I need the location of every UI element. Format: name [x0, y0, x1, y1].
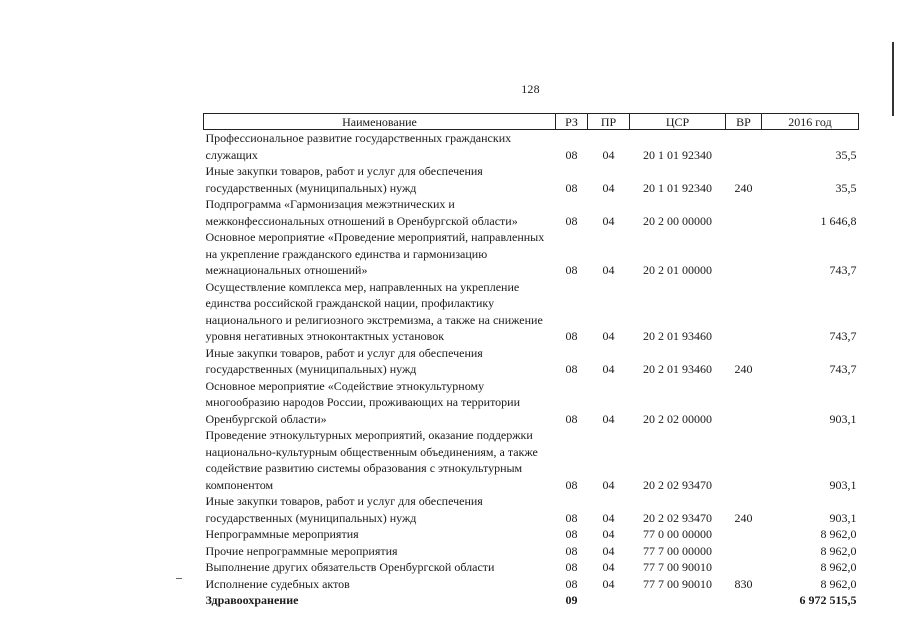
row-vr [726, 427, 762, 493]
row-name: Проведение этнокультурных мероприятий, оказание поддержки национально-культурным общественным объединениям, а также содействие развитию системы образования с этнокультурным компонентом [205, 428, 538, 492]
row-pr: 04 [602, 329, 615, 343]
row-rz: 08 [565, 180, 578, 195]
row-vr: 240 [734, 180, 753, 195]
row-pr: 04 [602, 477, 615, 492]
row-name: Исполнение судебных актов [205, 576, 350, 591]
row-pr: 04 [602, 543, 615, 558]
row-sum: 903,1 [829, 477, 857, 492]
row-vr [726, 279, 762, 345]
budget-table [203, 113, 859, 609]
row-vr [726, 592, 762, 609]
row-sum: 8 962,0 [820, 560, 857, 574]
row-csr: 77 0 00 00000 [643, 527, 712, 541]
row-name: Основное мероприятие «Проведение мероприятий, направленных на укрепление гражданского единства и гармонизацию межнациональных отношений» [205, 230, 545, 277]
table-row [204, 427, 859, 493]
row-sum: 743,7 [829, 362, 857, 376]
row-name: Иные закупки товаров, работ и услуг для обеспечения государственных (муниципальных) нужд [205, 494, 483, 525]
row-pr: 04 [602, 560, 615, 574]
table-row [204, 345, 859, 378]
row-name: Иные закупки товаров, работ и услуг для обеспечения государственных (муниципальных) нужд [205, 164, 483, 195]
row-sum: 743,7 [829, 329, 857, 343]
row-csr: 20 2 01 93460 [643, 362, 712, 376]
row-csr: 20 2 02 00000 [643, 411, 712, 426]
row-sum: 8 962,0 [820, 543, 857, 558]
row-vr: 240 [734, 362, 753, 376]
row-pr: 04 [602, 576, 615, 591]
row-rz: 08 [565, 543, 578, 558]
row-rz: 08 [565, 411, 578, 426]
row-name: Иные закупки товаров, работ и услуг для обеспечения государственных (муниципальных) нужд [205, 345, 483, 376]
row-csr: 20 1 01 92340 [643, 147, 712, 162]
row-name: Подпрограмма «Гармонизация межэтнических и межконфессиональных отношений в Оренбургской области» [205, 197, 518, 228]
row-csr: 20 1 01 92340 [643, 180, 712, 195]
row-vr [726, 196, 762, 229]
page-number: 128 [521, 82, 540, 96]
row-pr: 04 [602, 527, 615, 541]
row-rz: 08 [565, 510, 578, 525]
row-sum: 903,1 [829, 510, 857, 525]
row-vr: 240 [734, 510, 753, 525]
row-sum: 35,5 [835, 147, 857, 162]
row-pr: 04 [602, 213, 615, 228]
table-row [204, 130, 859, 164]
table-row [204, 163, 859, 196]
row-name: Основное мероприятие «Содействие этнокультурному многообразию народов России, проживающих на территории Оренбургской области» [205, 378, 521, 426]
row-sum: 8 962,0 [820, 527, 857, 541]
page-edge-line [892, 42, 894, 116]
row-vr [726, 526, 762, 543]
row-pr: 04 [602, 180, 615, 195]
row-sum: 1 646,8 [820, 213, 857, 228]
row-name: Здравоохранение [205, 593, 299, 607]
header-year: 2016 год [762, 114, 859, 130]
row-rz: 08 [565, 477, 578, 492]
row-sum: 6 972 515,5 [799, 593, 857, 607]
row-rz: 08 [565, 560, 578, 574]
table-header-row [204, 114, 859, 130]
row-name: Непрограммные мероприятия [205, 527, 359, 541]
row-csr: 77 7 00 90010 [643, 560, 712, 574]
row-vr [726, 378, 762, 428]
row-vr [726, 130, 762, 164]
header-vr: ВР [726, 114, 762, 130]
row-rz: 08 [565, 263, 578, 277]
margin-mark [176, 578, 182, 579]
row-name: Выполнение других обязательств Оренбургской области [205, 560, 495, 574]
row-csr: 77 7 00 00000 [643, 543, 712, 558]
row-vr: 830 [734, 576, 753, 591]
table-row-section [204, 592, 859, 609]
row-pr [588, 592, 630, 609]
row-pr: 04 [602, 510, 615, 525]
row-name: Осуществление комплекса мер, направленных на укрепление единства российской гражданской нации, профилактику национального и религиозного экстремизма, а также на снижение уровня негативных этноконтактных установок [205, 279, 543, 343]
row-rz: 08 [565, 576, 578, 591]
row-name: Прочие непрограммные мероприятия [205, 543, 398, 558]
row-csr: 20 2 02 93470 [643, 510, 712, 525]
row-pr: 04 [602, 362, 615, 376]
table-row [204, 576, 859, 593]
table-row [204, 378, 859, 428]
row-pr: 04 [602, 263, 615, 277]
table-row [204, 493, 859, 526]
row-name: Профессиональное развитие государственных гражданских служащих [205, 131, 512, 162]
row-vr [726, 543, 762, 560]
table-row [204, 543, 859, 560]
table-row [204, 229, 859, 279]
row-csr: 20 2 01 00000 [643, 263, 712, 277]
row-rz: 08 [565, 147, 578, 162]
row-rz: 08 [565, 213, 578, 228]
header-csr: ЦСР [630, 114, 726, 130]
table-row [204, 196, 859, 229]
row-csr [630, 592, 726, 609]
row-rz: 08 [565, 362, 578, 376]
row-pr: 04 [602, 147, 615, 162]
row-sum: 743,7 [829, 263, 857, 277]
row-sum: 35,5 [835, 180, 857, 195]
row-pr: 04 [602, 411, 615, 426]
row-sum: 903,1 [829, 411, 857, 426]
row-csr: 20 2 00 00000 [643, 213, 712, 228]
row-rz: 09 [565, 593, 578, 607]
row-csr: 20 2 02 93470 [643, 477, 712, 492]
table-row [204, 526, 859, 543]
row-vr [726, 559, 762, 576]
header-pr: ПР [588, 114, 630, 130]
row-vr [726, 229, 762, 279]
header-name: Наименование [204, 114, 556, 130]
header-rz: РЗ [556, 114, 588, 130]
row-rz: 08 [565, 527, 578, 541]
table-row [204, 279, 859, 345]
row-csr: 20 2 01 93460 [643, 329, 712, 343]
table-row [204, 559, 859, 576]
row-csr: 77 7 00 90010 [643, 576, 712, 591]
row-sum: 8 962,0 [820, 576, 857, 591]
row-rz: 08 [565, 329, 578, 343]
